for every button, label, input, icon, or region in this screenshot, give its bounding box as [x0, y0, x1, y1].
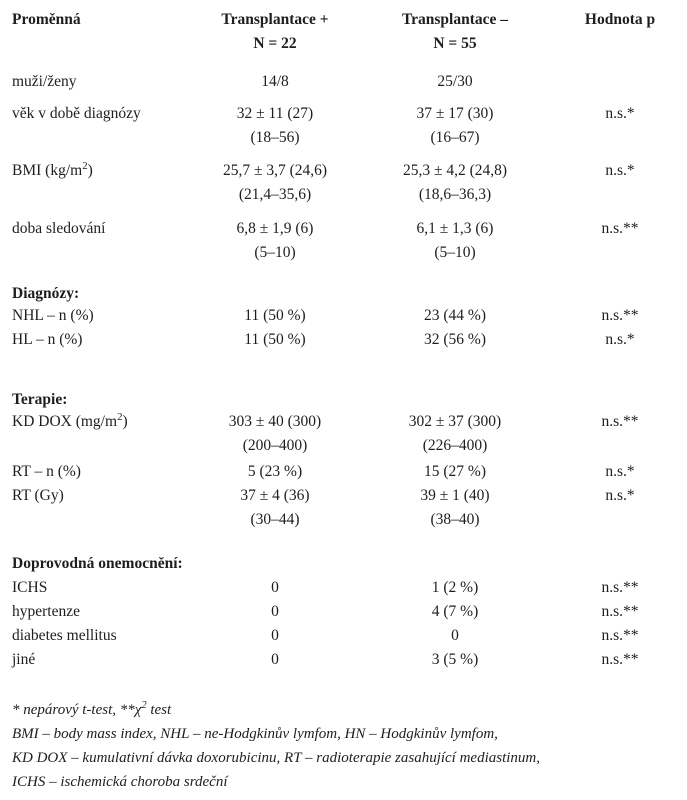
cell-transplant-minus: 0 — [451, 627, 459, 644]
cell-transplant-minus: 15 (27 %) — [424, 463, 486, 480]
cell-transplant-minus: 25/30 — [437, 73, 473, 90]
row-label: věk v době diagnózy — [12, 105, 141, 122]
table-row — [0, 70, 687, 94]
cell-transplant-minus: 3 (5 %) — [431, 651, 479, 668]
header-transplant-minus: Transplantace – — [401, 11, 509, 28]
cell-transplant-minus: 4 (7 %) — [431, 603, 479, 620]
cell-p-value: n.s.** — [601, 627, 639, 644]
footnote-abbreviations-1: BMI – body mass index, NHL – ne-Hodgkinův lymfom, HN – Hodgkinův lymfom, — [12, 726, 498, 742]
row-label: diabetes mellitus — [12, 627, 117, 644]
header-variable: Proměnná — [12, 11, 81, 28]
cell-transplant-plus: 37 ± 4 (36) — [240, 487, 310, 504]
cell-transplant-plus: 32 ± 11 (27) — [236, 105, 314, 122]
cell-p-value: n.s.* — [605, 105, 635, 122]
header-transplant-plus: Transplantace + — [221, 11, 329, 28]
table-row — [0, 484, 687, 508]
table-header-n — [0, 32, 687, 56]
row-label: doba sledování — [12, 220, 106, 237]
cell-transplant-minus: (16–67) — [430, 129, 480, 146]
cell-transplant-minus: (5–10) — [434, 244, 476, 261]
footnote-abbreviations-2: KD DOX – kumulativní dávka doxorubicinu, RT – radioterapie zasahující mediastinum, — [12, 750, 541, 766]
table-row-range — [0, 508, 687, 532]
row-label: BMI $(kg/m^2)$ — [12, 160, 93, 179]
table-row — [0, 576, 687, 600]
cell-transplant-plus: 11 (50 %) — [244, 331, 306, 348]
header-n-plus: N = 22 — [253, 35, 297, 52]
section-heading-therapy: Terapie: — [12, 391, 68, 408]
cell-p-value: n.s.* — [605, 463, 635, 480]
section-heading-diagnoses: Diagnózy: — [12, 285, 80, 302]
cell-transplant-minus: 25,3 ± 4,2 (24,8) — [402, 162, 508, 179]
cell-transplant-plus: 11 (50 %) — [244, 307, 306, 324]
row-label: muži/ženy — [12, 73, 77, 90]
cell-p-value: n.s.** — [601, 413, 639, 430]
cell-p-value: n.s.** — [601, 220, 639, 237]
cell-transplant-plus: 0 — [271, 579, 279, 596]
footnote-tests: * nepárový t-test, $**\chi^2$ test — [12, 700, 172, 718]
cell-transplant-plus: 0 — [271, 651, 279, 668]
row-label: HL – n (%) — [12, 331, 83, 348]
table-row — [0, 410, 687, 434]
cell-transplant-minus: 37 ± 17 (30) — [416, 105, 494, 122]
header-n-minus: N = 55 — [433, 35, 477, 52]
cell-transplant-plus: 303 ± 40 (300) — [228, 413, 322, 430]
footnote-abbreviations-3: ICHS – ischemická choroba srdeční — [12, 774, 228, 790]
cell-p-value: n.s.* — [605, 331, 635, 348]
table-row — [0, 624, 687, 648]
table-row — [0, 159, 687, 183]
row-label: jiné — [12, 651, 36, 668]
cell-transplant-plus: 0 — [271, 627, 279, 644]
cell-transplant-plus: 0 — [271, 603, 279, 620]
table-row — [0, 102, 687, 126]
cell-transplant-minus: 39 ± 1 (40) — [420, 487, 490, 504]
cell-transplant-plus: 25,7 ± 3,7 (24,6) — [222, 162, 328, 179]
header-p-value: Hodnota p — [584, 11, 656, 28]
cell-p-value: n.s.** — [601, 651, 639, 668]
row-label: RT – n (%) — [12, 463, 81, 480]
cell-transplant-plus: (18–56) — [250, 129, 300, 146]
cell-transplant-plus: 14/8 — [261, 73, 289, 90]
cell-transplant-plus: (5–10) — [254, 244, 296, 261]
row-label: ICHS — [12, 579, 48, 596]
cell-p-value: n.s.* — [605, 162, 635, 179]
table-row — [0, 328, 687, 352]
cell-p-value: n.s.** — [601, 603, 639, 620]
row-label: KD DOX $(mg/m^2)$ — [12, 411, 128, 430]
cell-transplant-minus: (38–40) — [430, 511, 480, 528]
table-row — [0, 460, 687, 484]
cell-transplant-minus: 23 (44 %) — [424, 307, 486, 324]
cell-transplant-minus: (18,6–36,3) — [418, 186, 492, 203]
cell-transplant-plus: 5 (23 %) — [247, 463, 303, 480]
cell-transplant-minus: 302 ± 37 (300) — [408, 413, 502, 430]
table-row-range — [0, 241, 687, 265]
table-row-range — [0, 434, 687, 458]
cell-transplant-minus: 6,1 ± 1,3 (6) — [416, 220, 494, 237]
table-row — [0, 217, 687, 241]
cell-transplant-minus: (226–400) — [422, 437, 488, 454]
table-header — [0, 8, 687, 32]
row-label: RT (Gy) — [12, 487, 64, 504]
row-label: NHL – n (%) — [12, 307, 94, 324]
cell-transplant-plus: (200–400) — [242, 437, 308, 454]
cell-p-value: n.s.** — [601, 579, 639, 596]
table-row-range — [0, 183, 687, 207]
row-label: hypertenze — [12, 603, 80, 620]
cell-transplant-plus: (21,4–35,6) — [238, 186, 312, 203]
cell-transplant-plus: (30–44) — [250, 511, 300, 528]
cell-transplant-minus: 32 (56 %) — [424, 331, 486, 348]
cell-p-value: n.s.* — [605, 487, 635, 504]
table-row-range — [0, 126, 687, 150]
table-row — [0, 304, 687, 328]
table-row — [0, 600, 687, 624]
cell-transplant-plus: 6,8 ± 1,9 (6) — [236, 220, 314, 237]
section-heading-comorbidities: Doprovodná onemocnění: — [12, 555, 183, 572]
table-row — [0, 648, 687, 672]
cell-transplant-minus: 1 (2 %) — [431, 579, 479, 596]
cell-p-value: n.s.** — [601, 307, 639, 324]
